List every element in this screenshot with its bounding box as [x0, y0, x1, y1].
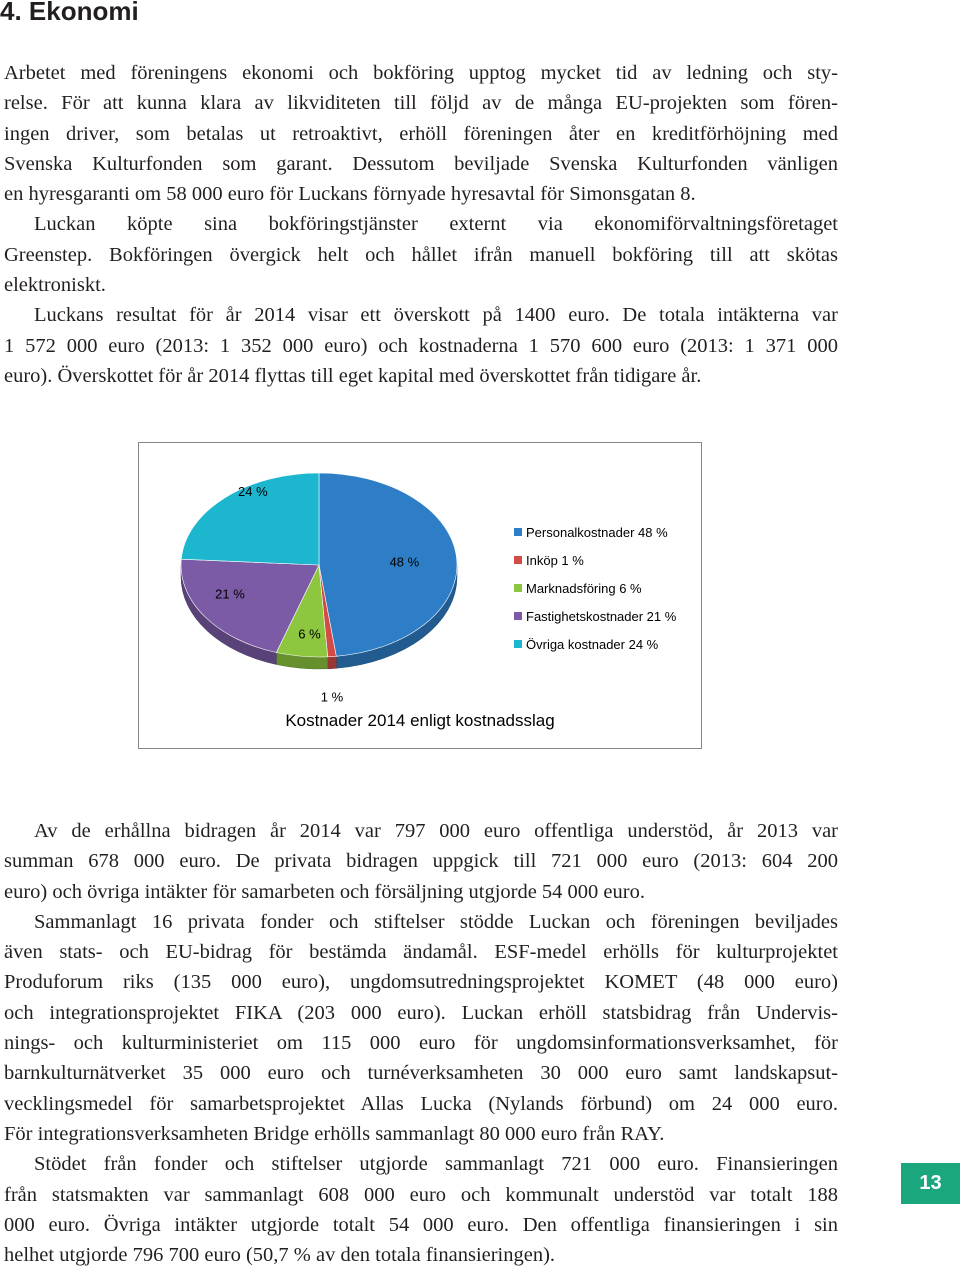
paragraph [4, 907, 838, 1149]
text-line: helhet utgjorde 796 700 euro (50,7 % av den totala finansieringen). [4, 1244, 556, 1267]
paragraph [4, 300, 838, 391]
page-number-badge: 13 [901, 1163, 960, 1204]
text-line: även stats- och EU-bidrag för bestämda ändamål. ESF-medel erhölls för kulturprojektet [4, 941, 838, 964]
text-line: Av de erhållna bidragen år 2014 var 797 000 euro offentliga understöd, år 2013 var [34, 820, 838, 842]
legend-swatch [514, 528, 522, 536]
text-line: Sammanlagt 16 privata fonder och stiftelser stödde Luckan och föreningen beviljades [34, 910, 838, 933]
text-line: Luckans resultat för år 2014 visar ett överskott på 1400 euro. De totala intäkterna var [34, 304, 838, 327]
text-line: Produforum riks (135 000 euro), ungdomsutredningsprojektet KOMET (48 000 euro) [4, 971, 838, 994]
pie-chart-svg [139, 443, 701, 748]
paragraph [4, 1149, 838, 1270]
text-line: euro) och övriga intäkter för samarbeten och försäljning utgjorde 54 000 euro. [4, 880, 645, 903]
legend-entry: Marknadsföring 6 % [526, 581, 642, 596]
legend-entry: Personalkostnader 48 % [526, 525, 668, 540]
pie-slice [319, 473, 457, 656]
text-line: från statsmakten var sammanlagt 608 000 euro och kommunalt understöd var totalt 188 [4, 1183, 838, 1206]
paragraph [4, 58, 838, 209]
legend-entry: Fastighetskostnader 21 % [526, 609, 677, 624]
text-line: elektroniskt. [4, 274, 106, 297]
pie-data-label: 21 % [215, 586, 245, 602]
pie-data-label: 24 % [238, 484, 268, 500]
text-line: barnkulturnätverket 35 000 euro och turnéverksamheten 30 000 euro samt landskapsut- [4, 1062, 838, 1085]
text-line: en hyresgaranti om 58 000 euro för Luckans förnyade hyresavtal för Simonsgatan 8. [4, 183, 696, 206]
text-line: 1 572 000 euro (2013: 1 352 000 euro) och kostnaderna 1 570 600 euro (2013: 1 371 000 [4, 334, 838, 357]
text-line: relse. För att kunna klara av likviditeten till följd av de många EU-projekten som fören- [4, 92, 838, 115]
text-line: vecklingsmedel för samarbetsprojektet Allas Lucka (Nylands förbund) om 24 000 euro. [4, 1092, 838, 1115]
section-heading: 4. Ekonomi [0, 0, 139, 26]
pie-data-label: 6 % [298, 626, 321, 642]
text-line: ingen driver, som betalas ut retroaktivt, erhöll föreningen åter en kreditförhöjning med [4, 122, 838, 145]
pie-data-label: 48 % [389, 554, 420, 570]
text-line: Greenstep. Bokföringen övergick helt och hållet ifrån manuell bokföring till att skötas [4, 243, 838, 266]
text-block-bottom [4, 816, 838, 1270]
legend-swatch [514, 640, 522, 648]
paragraph [4, 816, 838, 907]
pie-chart [138, 442, 702, 749]
text-line: nings- och kulturministeriet om 115 000 euro för ungdomsinformationsverksamhet, för [4, 1032, 838, 1055]
legend-swatch [514, 584, 522, 592]
legend-swatch [514, 556, 522, 564]
paragraph [4, 209, 838, 300]
text-line: euro). Överskottet för år 2014 flyttas till eget kapital med överskottet från tidigare år. [4, 364, 702, 387]
legend-entry: Övriga kostnader 24 % [526, 637, 659, 652]
text-line: För integrationsverksamheten Bridge erhölls sammanlagt 80 000 euro från RAY. [4, 1122, 665, 1145]
text-line: Luckan köpte sina bokföringstjänster externt via ekonomiförvaltningsföretaget [34, 213, 838, 236]
chart-title: Kostnader 2014 enligt kostnadsslag [285, 711, 555, 730]
text-line: 000 euro. Övriga intäkter utgjorde totalt 54 000 euro. Den offentliga finansieringen i sin [4, 1213, 838, 1236]
text-line: Svenska Kulturfonden som garant. Dessutom beviljade Svenska Kulturfonden vänligen [4, 152, 838, 175]
text-block-top [4, 58, 838, 391]
legend-swatch [514, 612, 522, 620]
text-line: Arbetet med föreningens ekonomi och bokföring upptog mycket tid av ledning och sty- [4, 62, 838, 84]
pie-data-label: 1 % [320, 689, 344, 705]
text-line: summan 678 000 euro. De privata bidragen uppgick till 721 000 euro (2013: 604 200 [4, 850, 838, 873]
legend-entry: Inköp 1 % [526, 553, 584, 568]
text-line: och integrationsprojektet FIKA (203 000 euro). Luckan erhöll statsbidrag från Undervis- [4, 1001, 838, 1024]
text-line: Stödet från fonder och stiftelser utgjorde sammanlagt 721 000 euro. Finansieringen [34, 1153, 838, 1176]
pie-slice-side [328, 656, 337, 669]
